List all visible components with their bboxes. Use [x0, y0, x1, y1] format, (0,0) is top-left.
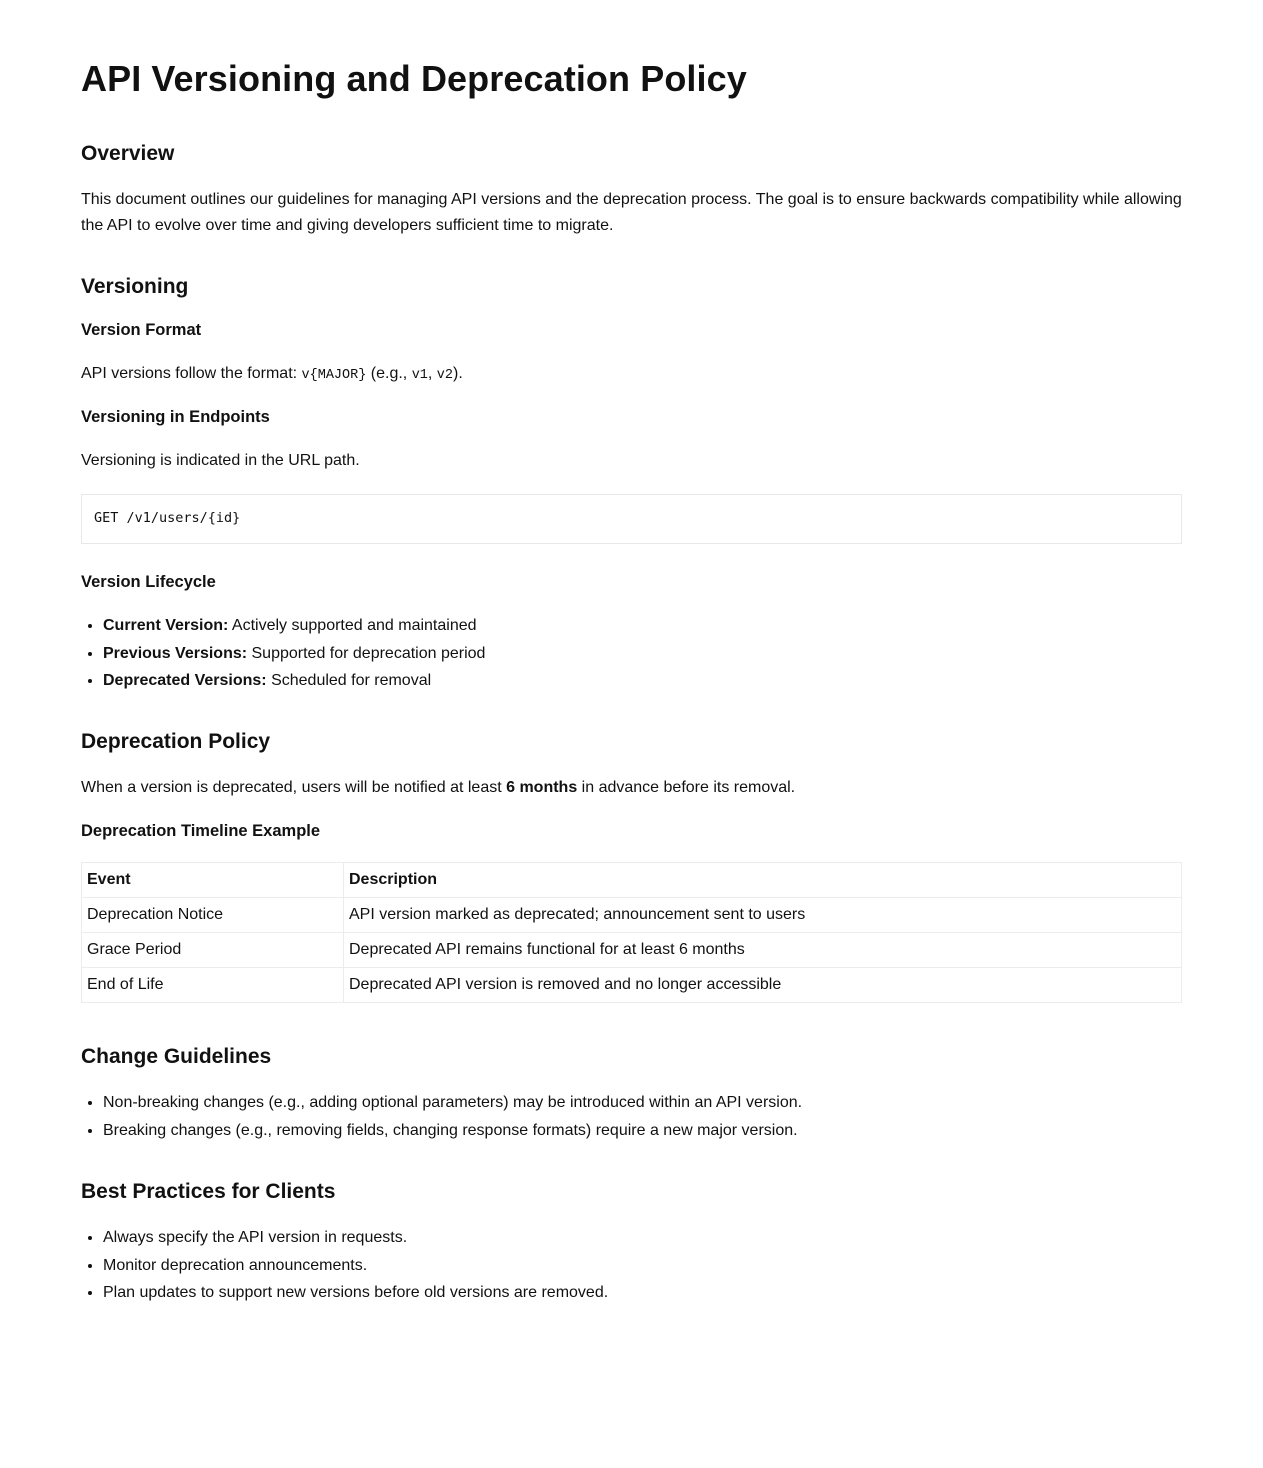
version-lifecycle-heading: Version Lifecycle: [81, 572, 216, 591]
text: API versions follow the format:: [81, 365, 302, 383]
list-item: [103, 641, 1182, 667]
inline-code: v2: [436, 368, 453, 384]
change-guidelines-list: [81, 1090, 1182, 1143]
text: in advance before its removal.: [577, 779, 796, 797]
change-guidelines-heading: Change Guidelines: [81, 1045, 272, 1069]
item-label: Previous Versions:: [103, 644, 248, 662]
lifecycle-list: [81, 613, 1182, 694]
versioning-endpoints-text: Versioning is indicated in the URL path.: [81, 452, 360, 470]
overview-section: [81, 140, 1182, 238]
version-format-heading: Version Format: [81, 320, 202, 339]
overview-heading: Overview: [81, 142, 175, 166]
list-item: • Always specify the API version in requests.: [103, 1225, 1182, 1251]
timeline-table: [81, 862, 1182, 1003]
overview-text: This document outlines our guidelines for managing API versions and the deprecation process. The goal is to ensure backwards compatibility while allowing the API to evolve over time and giving developers sufficient time to migrate.: [81, 191, 1182, 235]
table-row: [82, 968, 1182, 1003]
item-text: Actively supported and maintained: [228, 617, 477, 635]
table-header-row: [82, 863, 1182, 898]
list-item: [103, 668, 1182, 694]
deprecation-heading: Deprecation Policy: [81, 729, 271, 753]
versioning-section: [81, 273, 1182, 694]
versioning-heading: Versioning: [81, 274, 189, 298]
column-header: Description: [344, 863, 1182, 898]
page-title: API Versioning and Deprecation Policy: [81, 58, 747, 99]
table-cell: Deprecation Notice: [82, 898, 344, 933]
deprecation-section: [81, 728, 1182, 1003]
table-row: [82, 933, 1182, 968]
code-content: GET /v1/users/{id}: [94, 510, 241, 527]
text: When a version is deprecated, users will be notified at least: [81, 779, 507, 797]
item-label: Current Version:: [103, 617, 229, 635]
timeline-heading: Deprecation Timeline Example: [81, 821, 321, 840]
text: (e.g.,: [366, 365, 412, 383]
table-row: [82, 898, 1182, 933]
best-practices-list: [81, 1225, 1182, 1306]
emphasis: 6 months: [506, 779, 578, 797]
code-block: [81, 494, 1182, 544]
table-cell: End of Life: [82, 968, 344, 1003]
item-text: Supported for deprecation period: [247, 644, 486, 662]
list-item: • Monitor deprecation announcements.: [103, 1253, 1182, 1279]
change-guidelines-section: [81, 1043, 1182, 1143]
list-item: [103, 613, 1182, 639]
inline-code: v1: [411, 368, 428, 384]
list-item: • Plan updates to support new versions before old versions are removed.: [103, 1280, 1182, 1306]
item-text: Scheduled for removal: [266, 672, 432, 690]
best-practices-section: [81, 1178, 1182, 1306]
table-cell: API version marked as deprecated; announcement sent to users: [344, 898, 1182, 933]
list-item: • Non-breaking changes (e.g., adding optional parameters) may be introduced within an API version.: [103, 1090, 1182, 1116]
list-item: • Breaking changes (e.g., removing fields, changing response formats) require a new major version.: [103, 1118, 1182, 1144]
version-format-text: [81, 361, 1182, 387]
text: ,: [427, 365, 437, 383]
versioning-endpoints-heading: Versioning in Endpoints: [81, 408, 270, 426]
best-practices-heading: Best Practices for Clients: [81, 1179, 336, 1203]
table-cell: Deprecated API version is removed and no longer accessible: [344, 968, 1182, 1003]
inline-code: v{MAJOR}: [301, 368, 367, 384]
column-header: Event: [82, 863, 344, 898]
table-cell: Deprecated API remains functional for at least 6 months: [344, 933, 1182, 968]
table-cell: Grace Period: [82, 933, 344, 968]
text: ).: [453, 365, 463, 383]
item-label: Deprecated Versions:: [103, 672, 267, 690]
deprecation-text: [81, 775, 1182, 801]
